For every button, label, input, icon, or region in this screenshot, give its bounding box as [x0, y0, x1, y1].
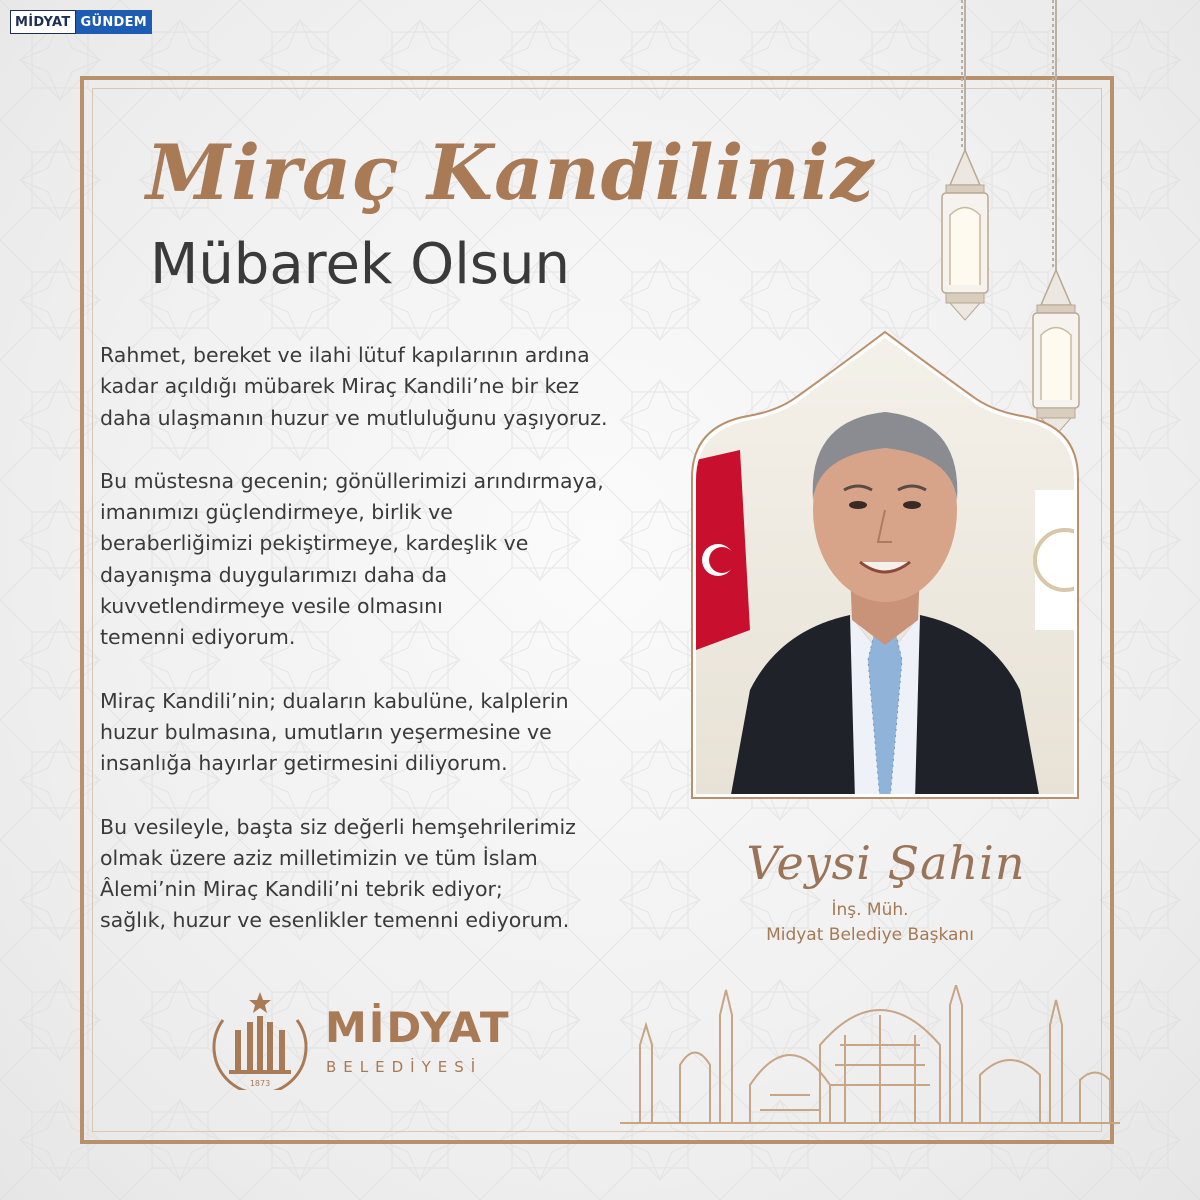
municipality-logo-icon: [205, 990, 315, 1090]
source-watermark: [10, 10, 152, 34]
logo-name: MİDYAT: [325, 1003, 511, 1052]
signature-name: Veysi Şahin: [746, 836, 1026, 890]
signature-title: İnş. Müh.: [831, 900, 909, 920]
watermark-part2: GÜNDEM: [76, 10, 153, 34]
page-subtitle: Mübarek Olsun: [150, 232, 570, 297]
page-title: Miraç Kandiliniz: [146, 128, 875, 217]
message-body: [100, 340, 700, 969]
paragraph-4: Bu vesileyle, başta siz değerli hemşehrilerimiz olmak üzere aziz milletimizin ve tüm İslam Âlemi’nin Miraç Kandili’ni tebrik ediyor; sağlık, huzur ve esenlikler temenni ediyorum.: [100, 814, 576, 933]
signature-role: Midyat Belediye Başkanı: [766, 925, 974, 945]
paragraph-1: Rahmet, bereket ve ilahi lütuf kapılarının ardına kadar açıldığı mübarek Miraç Kandili’ne bir kez daha ulaşmanın huzur ve mutluluğunu yaşıyoruz.: [100, 343, 608, 430]
lantern-left: [942, 150, 988, 320]
logo-subtitle: BELEDİYESİ: [326, 1058, 483, 1076]
portrait-photo: [690, 330, 1080, 800]
logo-year: 1873: [249, 1079, 271, 1088]
paragraph-2: Bu müstesna gecenin; gönüllerimizi arındırmaya, imanımızı güçlendirmeye, birlik ve beraberliğimizi pekiştirmeye, kardeşlik ve dayanışma duygularımızı daha da kuvvetlendirmeye vesile olmasını temenni ediyorum.: [100, 468, 604, 650]
watermark-part1: MİDYAT: [10, 10, 76, 34]
paragraph-3: Miraç Kandili’nin; duaların kabulüne, kalplerin huzur bulmasına, umutların yeşermesine ve insanlığa hayırlar getirmesini diliyorum.: [100, 688, 569, 776]
mosque-skyline-illustration: [620, 985, 1120, 1125]
